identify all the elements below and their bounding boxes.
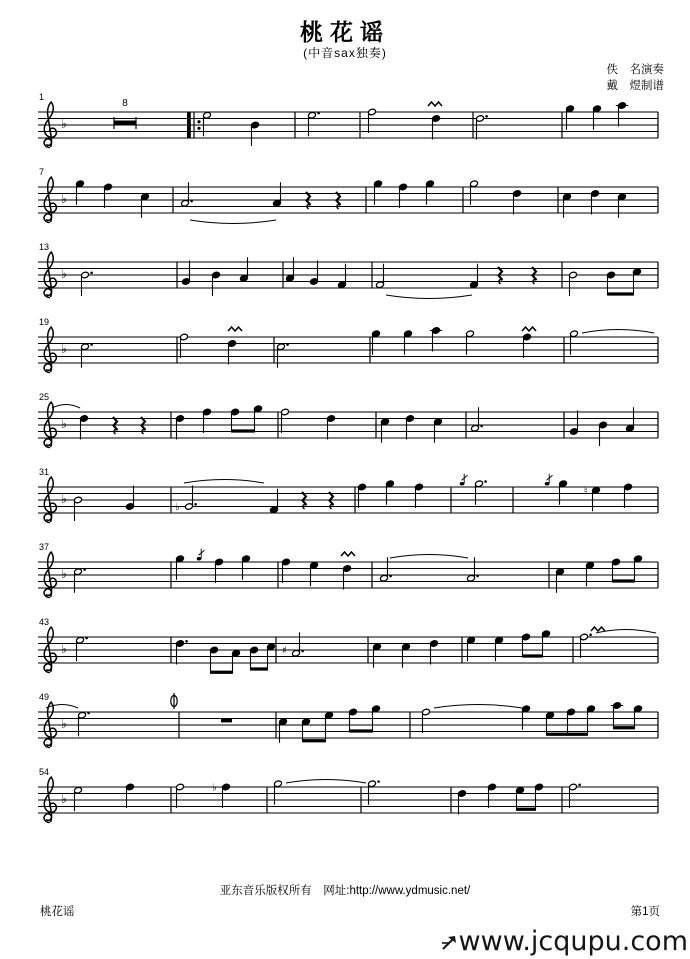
flat-key-signature: ♭ [61,116,67,131]
svg-text:25: 25 [39,392,50,402]
svg-text:54: 54 [39,767,50,777]
staff-system-13 [38,240,660,310]
flat-key-signature: ♭ [61,566,67,581]
flat-key-signature: ♭ [61,416,67,431]
accidental: ♮ [584,485,588,497]
svg-text:49: 49 [39,692,50,702]
page-number: 第1页 [630,906,660,918]
flat-key-signature: ♭ [61,791,67,806]
svg-text:37: 37 [39,542,50,552]
accidental: ♭ [212,782,217,794]
staff-system-54 [38,765,660,835]
mordent-icon [428,102,442,106]
flat-key-signature: ♭ [61,491,67,506]
arrow-up-right-icon [440,928,458,959]
svg-text:7: 7 [39,167,45,177]
watermark-text: www.jcqupu.com [458,926,688,957]
mordent-icon [228,327,242,331]
staff-system-7 [38,165,660,235]
accidental: ♯ [282,645,287,657]
copyright-line: 亚东音乐版权所有 网址:http://www.ydmusic.net/ [219,885,471,897]
accidental: ♭ [175,502,180,513]
svg-text:43: 43 [39,617,50,627]
staff-system-43 [38,615,660,685]
staff-system-19 [38,315,660,385]
mordent-icon [522,327,536,331]
staff-system-25 [38,390,660,460]
footer-song-title: 桃花谣 [40,906,75,918]
svg-text:31: 31 [39,467,50,477]
staff-system-37 [38,540,660,610]
flat-key-signature: ♭ [61,341,67,356]
credit-performer: 佚 名演奏 [606,64,664,76]
credit-arranger: 戴 煜制谱 [606,80,664,92]
staff-system-49 [38,690,660,760]
mordent-icon [341,552,355,556]
flat-key-signature: ♭ [61,716,67,731]
page-subtitle: (中音sax独奏) [303,46,387,60]
svg-text:1: 1 [39,92,45,102]
flat-key-signature: ♭ [61,641,67,656]
page-title: 桃花谣 [300,20,390,46]
watermark [440,924,688,959]
flat-key-signature: ♭ [61,191,67,206]
svg-text:19: 19 [39,317,50,327]
svg-text:8: 8 [122,98,128,109]
mordent-icon [591,627,605,631]
flat-key-signature: ♭ [61,266,67,281]
staff-system-31 [38,465,660,535]
svg-text:13: 13 [39,242,50,252]
staff-system-1 [38,90,660,160]
